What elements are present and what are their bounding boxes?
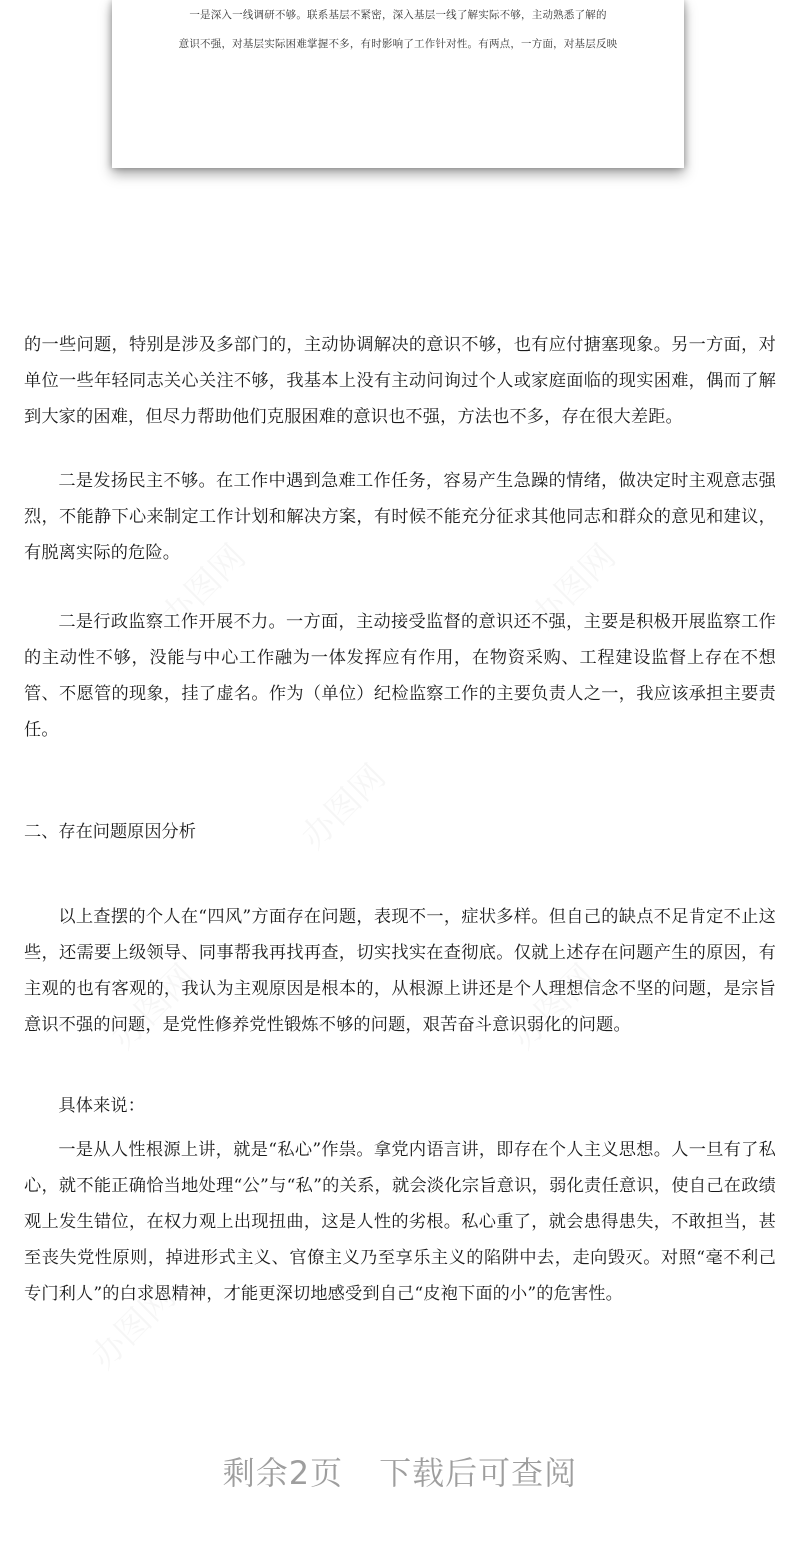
paragraph-selfishness: 一是从人性根源上讲，就是“私心”作祟。拿党内语言讲，即存在个人主义思想。人一旦有了私心，就不能正确恰当地处理“公”与“私”的关系，就会淡化宗旨意识，弱化责任意识，使自己在政绩观上发生错位，在权力观上出现扭曲，这是人性的劣根。私心重了，就会患得患失，不敢担当，甚至丧失党性原则，掉进形式主义、官僚主义乃至享乐主义的陷阱中去，走向毁灭。对照“毫不利己专门利人”的白求恩精神，才能更深切地感受到自己“皮袍下面的小”的危害性。 <box>24 1140 776 1304</box>
section-heading: 二、存在问题原因分析 <box>24 822 196 842</box>
paragraph-democracy: 二是发扬民主不够。在工作中遇到急难工作任务，容易产生急躁的情绪，做决定时主观意志强烈，不能静下心来制定工作计划和解决方案，有时候不能充分征求其他同志和群众的意见和建议，有脱离实际的危险。 <box>24 471 776 563</box>
preview-text-line-2: 意识不强，对基层实际困难掌握不多，有时影响了工作针对性。有两点，一方面，对基层反映 <box>178 38 618 50</box>
page-preview-card <box>112 0 684 168</box>
watermark <box>288 751 395 858</box>
paragraph-supervision: 二是行政监察工作开展不力。一方面，主动接受监督的意识还不强，主要是积极开展监察工作的主动性不够，没能与中心工作融为一体发挥应有作用，在物资采购、工程建设监督上存在不想管、不愿管的现象，挂了虚名。作为（单位）纪检监察工作的主要负责人之一，我应该承担主要责任。 <box>24 612 776 740</box>
paragraph-continuation: 的一些问题，特别是涉及多部门的，主动协调解决的意识不够，也有应付搪塞现象。另一方面，对单位一些年轻同志关心关注不够，我基本上没有主动问询过个人或家庭面临的现实困难，偶而了解到大家的困难，但尽力帮助他们克服困难的意识也不强，方法也不多，存在很大差距。 <box>24 335 776 427</box>
preview-text-line-1: 一是深入一线调研不够。联系基层不紧密，深入基层一线了解实际不够，主动熟悉了解的 <box>189 9 607 21</box>
remaining-pages-label: 剩余2页 <box>222 1454 344 1492</box>
paragraph-analysis: 以上查摆的个人在“四风”方面存在问题，表现不一，症状多样。但自己的缺点不足肯定不止这些，还需要上级领导、同事帮我再找再查，切实找实在查彻底。仅就上述存在问题产生的原因，有主观的也有客观的，我认为主观原因是根本的，从根源上讲还是个人理想信念不坚的问题，是宗旨意识不强的问题，是党性修养党性锻炼不够的问题，艰苦奋斗意识弱化的问题。 <box>24 907 776 1035</box>
download-prompt-banner[interactable] <box>0 1448 800 1494</box>
download-to-view-label: 下载后可查阅 <box>379 1454 578 1492</box>
paragraph-specifics-label: 具体来说： <box>58 1096 146 1116</box>
